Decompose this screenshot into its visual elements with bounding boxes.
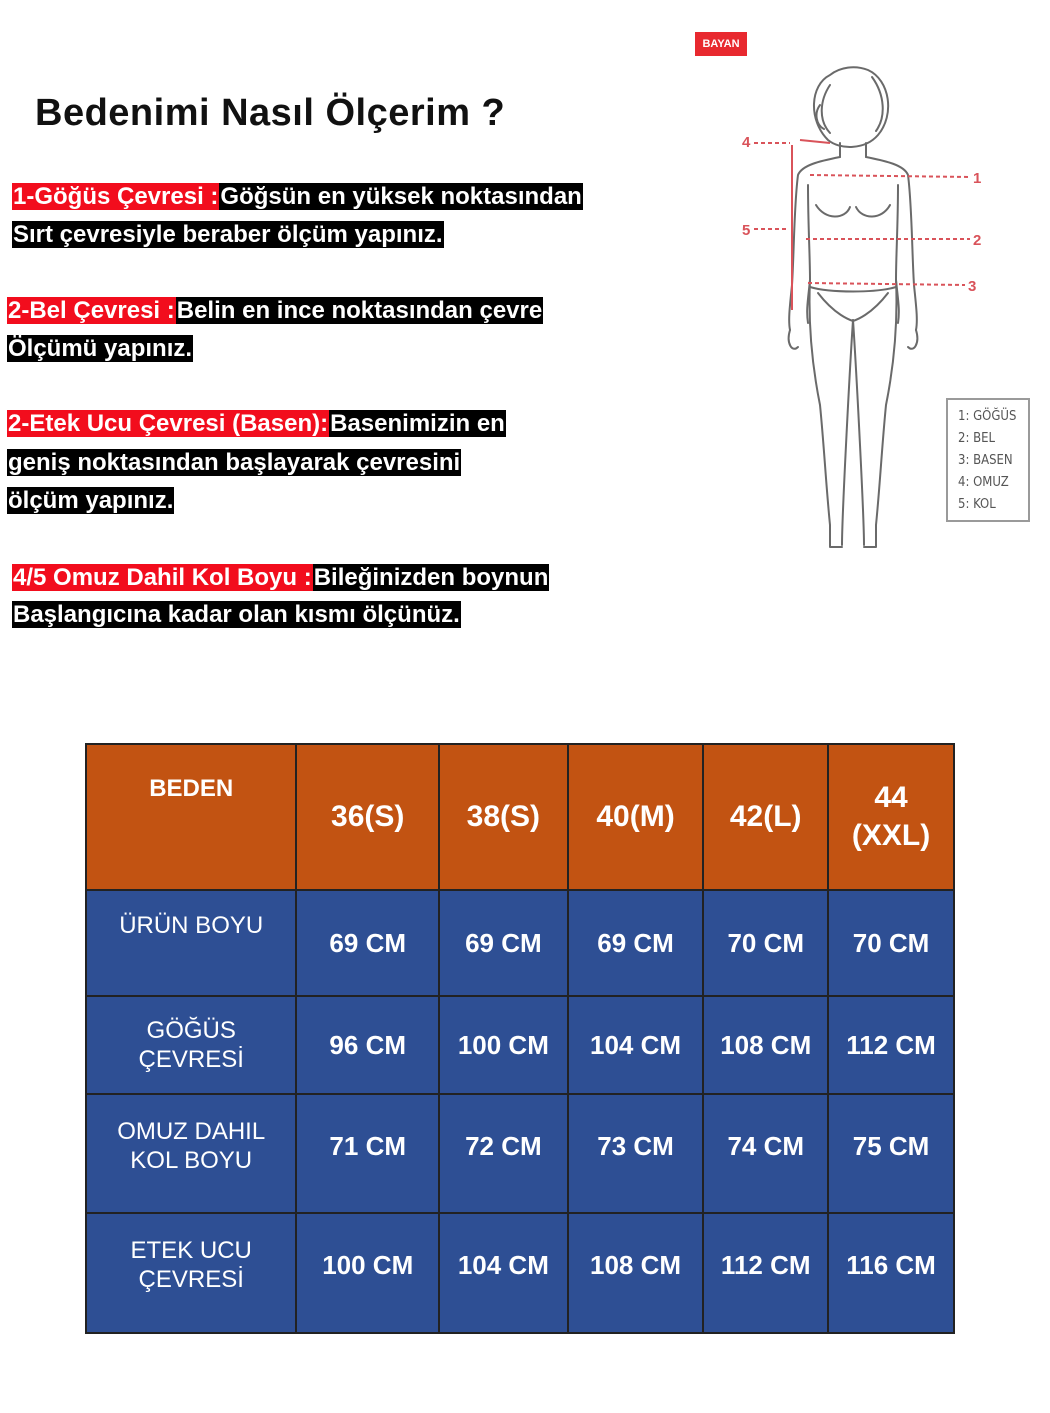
row-label [86, 1213, 296, 1333]
marker-5: 5 [742, 222, 751, 239]
instruction-text: geniş noktasından başlayarak çevresini [8, 449, 461, 476]
marker-2: 2 [973, 232, 982, 249]
instruction-text: Başlangıcına kadar olan kısmı ölçünüz. [13, 601, 460, 628]
marker-3: 3 [968, 278, 977, 295]
table-row [86, 1213, 954, 1333]
table-cell: 71 CM [296, 1094, 439, 1213]
legend-item: 3: BASEN [958, 453, 1013, 468]
instruction-label: 2-Bel Çevresi : [8, 297, 175, 324]
legend-item: 4: OMUZ [958, 475, 1009, 490]
table-cell: 104 CM [439, 1213, 568, 1333]
table-cell: 69 CM [439, 890, 568, 996]
instruction-hip [7, 409, 506, 439]
table-cell: 69 CM [296, 890, 439, 996]
table-cell: 72 CM [439, 1094, 568, 1213]
table-header-cell: 40(M) [568, 744, 704, 890]
legend-item: 1: GÖĞÜS [958, 409, 1017, 424]
table-header-cell: 36(S) [296, 744, 439, 890]
table-cell: 112 CM [703, 1213, 828, 1333]
figure-legend [946, 398, 1030, 522]
row-label-line: ÇEVRESİ [138, 1266, 244, 1293]
instruction-hip-line2 [7, 448, 461, 478]
figure-badge: BAYAN [695, 32, 747, 56]
instruction-text: Sırt çevresiyle beraber ölçüm yapınız. [13, 221, 443, 248]
marker-4: 4 [742, 134, 751, 151]
table-header-row [86, 744, 954, 890]
table-cell: 112 CM [828, 996, 954, 1094]
table-cell: 108 CM [703, 996, 828, 1094]
table-cell: 69 CM [568, 890, 704, 996]
legend-item: 2: BEL [958, 431, 996, 446]
table-header-cell: BEDEN [86, 744, 296, 890]
row-label-line: ÇEVRESİ [138, 1046, 244, 1073]
instruction-waist [7, 296, 543, 326]
instruction-chest-line2 [12, 220, 444, 250]
page-title: Bedenimi Nasıl Ölçerim ? [35, 92, 506, 134]
row-label-line: ETEK UCU [130, 1237, 252, 1264]
table-cell: 100 CM [439, 996, 568, 1094]
legend-item: 5: KOL [958, 497, 996, 512]
size-table [85, 743, 955, 1334]
table-cell: 74 CM [703, 1094, 828, 1213]
instruction-hip-line3 [7, 486, 174, 516]
table-header-cell: 44 (XXL) [828, 744, 954, 890]
row-label-line: OMUZ DAHIL [117, 1118, 266, 1145]
instruction-chest [12, 182, 583, 212]
row-label-line: ÜRÜN BOYU [119, 912, 264, 939]
table-cell: 70 CM [703, 890, 828, 996]
row-label [86, 1094, 296, 1213]
row-label [86, 890, 296, 996]
instruction-label: 4/5 Omuz Dahil Kol Boyu : [13, 564, 312, 591]
row-label-line: KOL BOYU [130, 1147, 253, 1174]
instruction-label: 1-Göğüs Çevresi : [13, 183, 219, 210]
table-cell: 104 CM [568, 996, 704, 1094]
instruction-waist-line2 [7, 334, 193, 364]
table-header-cell: 38(S) [439, 744, 568, 890]
instruction-arm [12, 563, 549, 593]
instruction-text: ölçüm yapınız. [8, 487, 174, 514]
instruction-text: Belin en ince noktasından çevre [176, 297, 543, 324]
table-row [86, 1094, 954, 1213]
table-cell: 73 CM [568, 1094, 704, 1213]
table-cell: 75 CM [828, 1094, 954, 1213]
instruction-label: 2-Etek Ucu Çevresi (Basen): [8, 410, 329, 437]
table-row [86, 890, 954, 996]
instruction-arm-line2 [12, 600, 461, 630]
instruction-text: Basenimizin en [330, 410, 505, 437]
marker-1: 1 [973, 170, 982, 187]
instruction-text: Bileğinizden boynun [313, 564, 549, 591]
instruction-text: Göğsün en yüksek noktasından [220, 183, 582, 210]
table-cell: 116 CM [828, 1213, 954, 1333]
table-header-cell: 42(L) [703, 744, 828, 890]
table-cell: 100 CM [296, 1213, 439, 1333]
table-cell: 96 CM [296, 996, 439, 1094]
row-label [86, 996, 296, 1094]
instruction-text: Ölçümü yapınız. [8, 335, 193, 362]
table-row [86, 996, 954, 1094]
table-cell: 70 CM [828, 890, 954, 996]
table-cell: 108 CM [568, 1213, 704, 1333]
row-label-line: GÖĞÜS [146, 1017, 236, 1044]
